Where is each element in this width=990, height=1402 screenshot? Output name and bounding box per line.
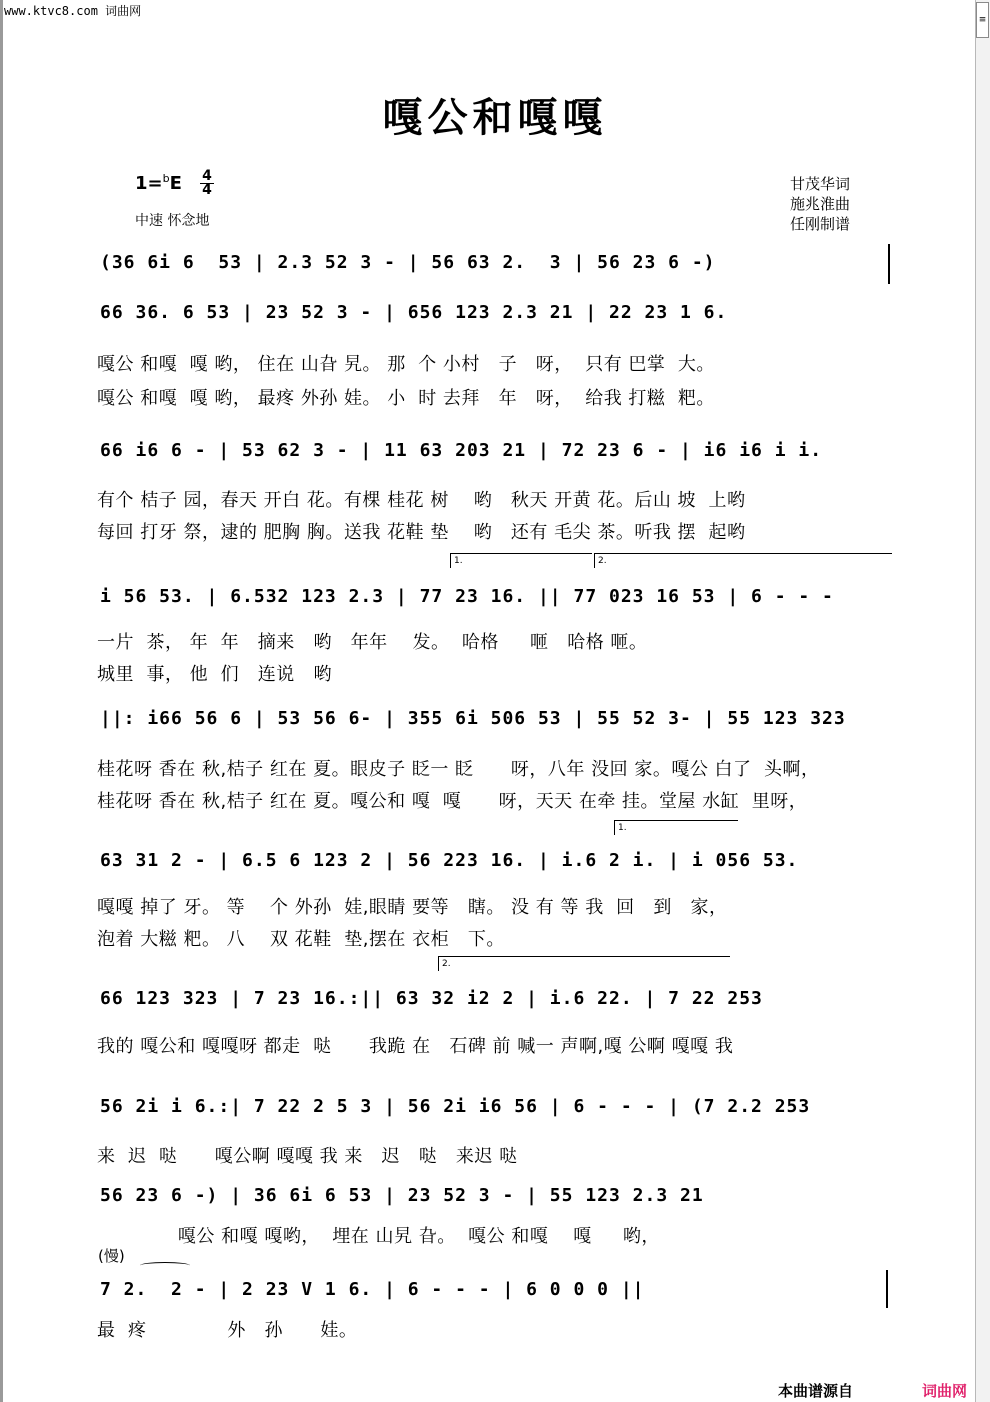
lyrics-row-10: 最 疼 外 孙 娃。	[97, 1320, 358, 1341]
notation-row-5: ||: i66 56 6 | 53 56 6- | 355 6i 506 53 | 55 52 3- | 55 123 323	[100, 708, 846, 729]
lyrics-row-4-verse-2: 城里 事， 他 们 连说 哟	[97, 664, 332, 685]
barline	[888, 244, 890, 284]
notation-row-4: i 56 53. | 6.532 123 2.3 | 77 23 16. || 77 023 16 53 | 6 - - -	[100, 586, 834, 607]
volta-second-ending-2: 2.	[438, 956, 730, 971]
lyrics-row-2-verse-1: 嘎公 和嘎 嘎 哟， 住在 山旮 旯。 那 个 小村 子 呀， 只有 巴掌 大。	[97, 354, 715, 375]
lyrics-row-7: 我的 嘎公和 嘎嘎呀 都走 哒 我跪 在 石碑 前 喊一 声啊,嘎 公啊 嘎嘎 我	[97, 1036, 734, 1057]
lyricist-credit: 甘茂华词	[790, 175, 851, 193]
lyrics-row-4-verse-1: 一片 茶， 年 年 摘来 哟 年年 发。 哈格 咂 哈格 咂。	[97, 632, 648, 653]
lyrics-row-8: 来 迟 哒 嘎公啊 嘎嘎 我 来 迟 哒 来迟 哒	[97, 1146, 518, 1167]
notation-row-9: 56 23 6 -) | 36 6i 6 53 | 23 52 3 - | 55 123 2.3 21	[100, 1185, 704, 1206]
lyrics-row-2-verse-2: 嘎公 和嘎 嘎 哟， 最疼 外孙 娃。 小 时 去拜 年 呀， 给我 打糍 粑。	[97, 388, 715, 409]
notation-row-7: 66 123 323 | 7 23 16.:|| 63 32 i2 2 | i.6 22. | 7 22 253	[100, 988, 763, 1009]
notation-row-2: 66 36. 6 53 | 23 52 3 - | 656 123 2.3 21 | 22 23 1 6.	[100, 302, 728, 323]
volta-first-ending-2: 1.	[614, 820, 738, 835]
site-watermark: www.ktvc8.com 词曲网	[4, 4, 142, 18]
lyrics-row-5-verse-2: 桂花呀 香在 秋,桔子 红在 夏。嘎公和 嘎 嘎 呀，天天 在牵 挂。堂屋 水缸 里呀，	[97, 791, 808, 812]
scrollbar-thumb[interactable]: ≡	[976, 2, 989, 38]
notation-row-1: (36 6i 6 53 | 2.3 52 3 - | 56 63 2. 3 | 56 23 6 -)	[100, 252, 716, 273]
slow-marking: (慢)	[98, 1247, 125, 1265]
volta-second-ending: 2.	[594, 553, 892, 568]
tie-slur	[140, 1262, 190, 1269]
key-signature: 1=$^b$E	[135, 172, 182, 194]
lyrics-row-6-verse-2: 泡着 大糍 粑。 八 双 花鞋 垫,摆在 衣柜 下。	[97, 929, 505, 950]
lyrics-row-6-verse-1: 嘎嘎 掉了 牙。 等 个 外孙 娃,眼睛 要等 瞎。 没 有 等 我 回 到 家，	[97, 897, 728, 918]
lyrics-row-3-verse-1: 有个 桔子 园，春天 开白 花。有棵 桂花 树 哟 秋天 开黄 花。后山 坡 上哟	[97, 490, 746, 511]
site-logo[interactable]: 词曲网	[922, 1382, 968, 1400]
song-title: 嘎公和嘎嘎	[382, 94, 608, 141]
lyrics-row-9: 嘎公 和嘎 嘎哟， 埋在 山旯 旮。 嘎公 和嘎 嘎 哟，	[97, 1226, 660, 1247]
source-label: 本曲谱源自	[778, 1382, 854, 1400]
volta-first-ending: 1.	[450, 553, 592, 568]
vertical-scrollbar[interactable]	[975, 0, 990, 1402]
window-left-border	[0, 0, 3, 1402]
credits	[790, 174, 850, 234]
notation-row-6: 63 31 2 - | 6.5 6 123 2 | 56 223 16. | i.6 2 i. | i 056 53.	[100, 850, 799, 871]
tempo-marking: 中速 怀念地	[135, 213, 210, 229]
notation-row-10: 7 2. 2 - | 2 23 V 1 6. | 6 - - - | 6 0 0 0 ||	[100, 1279, 645, 1300]
time-signature: 4 4	[200, 170, 214, 197]
notation-row-8: 56 2i i 6.:| 7 22 2 5 3 | 56 2i i6 56 | 6 - - - | (7 2.2 253	[100, 1096, 811, 1117]
final-barline	[886, 1270, 888, 1308]
composer-credit: 施兆淮曲	[790, 195, 851, 213]
arranger-credit: 任刚制谱	[790, 215, 851, 233]
notation-row-3: 66 i6 6 - | 53 62 3 - | 11 63 203 21 | 72 23 6 - | i6 i6 i i.	[100, 440, 823, 461]
lyrics-row-3-verse-2: 每回 打牙 祭，逮的 肥胸 胸。送我 花鞋 垫 哟 还有 毛尖 茶。听我 摆 起哟	[97, 522, 746, 543]
lyrics-row-5-verse-1: 桂花呀 香在 秋,桔子 红在 夏。眼皮子 眨一 眨 呀，八年 没回 家。嘎公 白了 头啊，	[97, 759, 820, 780]
